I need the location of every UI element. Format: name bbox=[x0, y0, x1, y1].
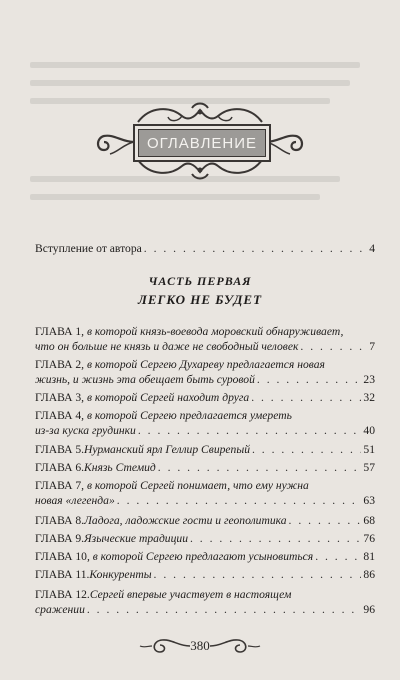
chapter-label: ГЛАВА 1 bbox=[35, 325, 82, 338]
page-number: 380 bbox=[190, 638, 210, 653]
chapter-label: ГЛАВА 10 bbox=[35, 550, 87, 563]
chapter-title-cont: новая «легенда» bbox=[35, 494, 115, 507]
chapter-title: Нурманский ярл Геллир Свирепый bbox=[84, 443, 250, 456]
toc-page-number: 40 bbox=[363, 424, 375, 437]
toc-entry-chapter-8[interactable] bbox=[35, 513, 375, 528]
chapter-label: ГЛАВА 3 bbox=[35, 391, 82, 404]
toc-page-number: 68 bbox=[363, 514, 375, 527]
toc-entry-chapter-5[interactable] bbox=[35, 442, 375, 457]
toc-entry-chapter-12[interactable] bbox=[35, 587, 375, 617]
top-flourish-ornament bbox=[130, 100, 270, 126]
chapter-title-cont: сражении bbox=[35, 603, 85, 616]
toc-page-number: 96 bbox=[363, 603, 375, 616]
contents-title-box bbox=[133, 124, 271, 162]
part-subheading: ЛЕГКО НЕ БУДЕТ bbox=[137, 292, 263, 307]
chapter-title: Ладога, ладожские гости и геополитика bbox=[84, 514, 287, 527]
toc-page-number: 4 bbox=[369, 242, 375, 255]
toc-page-number: 76 bbox=[363, 532, 375, 545]
chapter-title-cont: жизнь, и жизнь эта обещает быть суровой bbox=[35, 373, 255, 386]
leader-dots bbox=[300, 339, 367, 354]
chapter-label: ГЛАВА 2 bbox=[35, 358, 82, 371]
leader-dots bbox=[158, 460, 362, 475]
toc-entry-chapter-4[interactable] bbox=[35, 408, 375, 438]
toc-entry-chapter-9[interactable] bbox=[35, 531, 375, 546]
chapter-title: , в которой Сергей находит друга bbox=[81, 391, 250, 404]
leader-dots bbox=[138, 423, 362, 438]
toc-page-number: 57 bbox=[363, 461, 375, 474]
leader-dots bbox=[289, 513, 362, 528]
chapter-label: ГЛАВА 12. bbox=[35, 588, 90, 601]
chapter-label: ГЛАВА 5. bbox=[35, 443, 85, 456]
toc-entry-chapter-3[interactable] bbox=[35, 390, 375, 405]
leader-dots bbox=[315, 549, 361, 564]
toc-page-number: 7 bbox=[369, 340, 375, 353]
toc-page-number: 86 bbox=[363, 568, 375, 581]
chapter-label: ГЛАВА 4 bbox=[35, 409, 82, 422]
toc-entry-label: Вступление от автора bbox=[35, 242, 142, 255]
chapter-label: ГЛАВА 9. bbox=[35, 532, 85, 545]
toc-entry-intro[interactable] bbox=[35, 241, 375, 256]
chapter-label: ГЛАВА 6. bbox=[35, 461, 85, 474]
toc-page-number: 63 bbox=[363, 494, 375, 507]
chapter-title: , в которой Сергею предлагают усыновиться bbox=[86, 550, 314, 563]
contents-title: ОГЛАВЛЕНИЕ bbox=[146, 134, 258, 152]
leader-dots bbox=[87, 602, 362, 617]
chapter-title-cont: из-за куска грудинки bbox=[35, 424, 136, 437]
footer-right-ornament bbox=[208, 636, 262, 656]
toc-page-number: 81 bbox=[363, 550, 375, 563]
toc-entry-chapter-2[interactable] bbox=[35, 357, 375, 387]
toc-entry-chapter-11[interactable] bbox=[35, 567, 375, 582]
toc-entry-chapter-1[interactable] bbox=[35, 324, 375, 354]
toc-page-number: 32 bbox=[363, 391, 375, 404]
toc-page-number: 23 bbox=[363, 373, 375, 386]
toc-entry-chapter-6[interactable] bbox=[35, 460, 375, 475]
part-heading: ЧАСТЬ ПЕРВАЯ bbox=[148, 274, 252, 288]
chapter-title: Языческие традиции bbox=[84, 532, 188, 545]
chapter-title: Князь Стемид bbox=[84, 461, 156, 474]
chapter-title: , в которой Сергей понимает, что ему нужна bbox=[81, 479, 309, 492]
toc-page-number: 51 bbox=[363, 443, 375, 456]
chapter-title: Конкуренты bbox=[89, 568, 152, 581]
chapter-label: ГЛАВА 11. bbox=[35, 568, 90, 581]
left-scroll-ornament bbox=[92, 126, 136, 158]
chapter-title: , в которой Сергею Духареву предлагается новая bbox=[81, 358, 325, 371]
chapter-label: ГЛАВА 7 bbox=[35, 479, 82, 492]
chapter-label: ГЛАВА 8. bbox=[35, 514, 85, 527]
leader-dots bbox=[257, 372, 362, 387]
toc-entry-chapter-10[interactable] bbox=[35, 549, 375, 564]
toc-entry-chapter-7[interactable] bbox=[35, 478, 375, 508]
leader-dots bbox=[252, 442, 361, 457]
chapter-title: , в которой Сергею предлагается умереть bbox=[81, 409, 292, 422]
leader-dots bbox=[144, 241, 367, 256]
leader-dots bbox=[251, 390, 361, 405]
chapter-title: Сергей впервые участвует в настоящем bbox=[89, 588, 292, 601]
chapter-title-cont: что он больше не князь и даже не свободный человек bbox=[35, 340, 299, 353]
leader-dots bbox=[154, 567, 362, 582]
chapter-title: , в которой князь-воевода моровский обнаруживает, bbox=[81, 325, 344, 338]
leader-dots bbox=[190, 531, 361, 546]
leader-dots bbox=[117, 493, 362, 508]
